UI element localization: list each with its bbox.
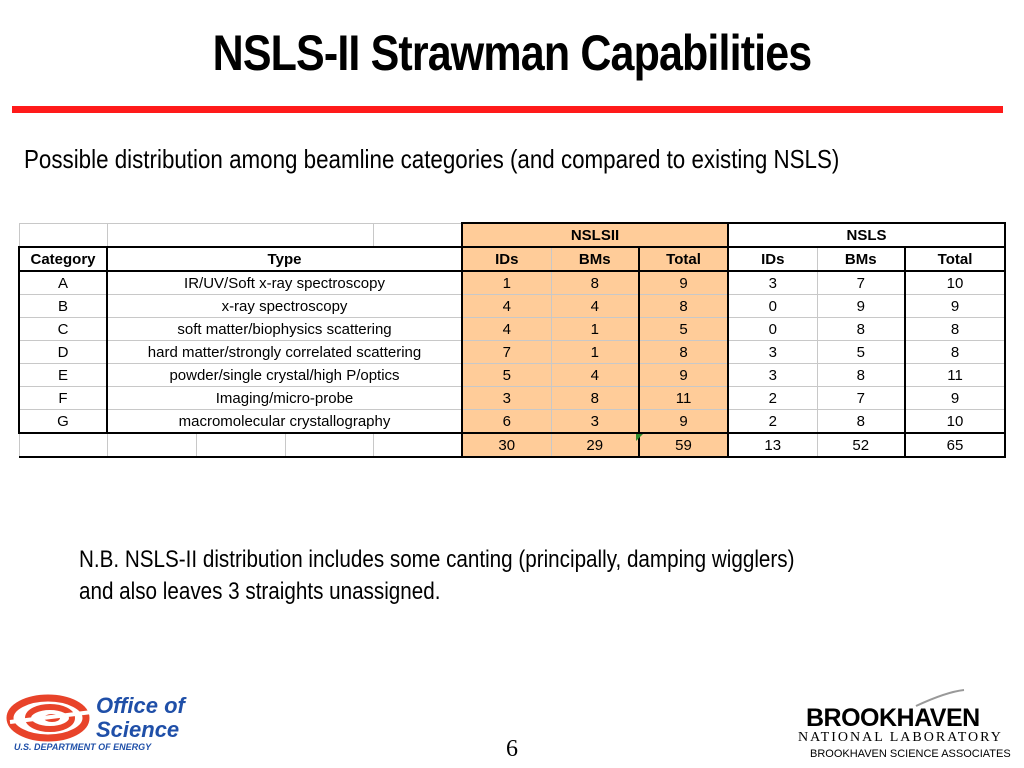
cell-total: 11 [639, 387, 728, 410]
cell-ids: 4 [462, 318, 551, 341]
cell-bms: 4 [551, 295, 639, 318]
cell-type: Imaging/micro-probe [107, 387, 462, 410]
table-row [19, 364, 1005, 387]
cell-bms: 3 [551, 410, 639, 434]
col-header-bms-nsls: BMs [817, 247, 905, 271]
doe-logo-dept: U.S. DEPARTMENT OF ENERGY [14, 742, 152, 752]
col-header-ids: IDs [462, 247, 551, 271]
cell-category: D [19, 341, 107, 364]
cell-total-nsls: 10 [905, 410, 1005, 434]
cell-bms-nsls: 7 [817, 387, 905, 410]
cell-bms-nsls: 5 [817, 341, 905, 364]
cell-comment-marker [636, 434, 643, 441]
title-rule [12, 106, 1003, 113]
cell-ids: 4 [462, 295, 551, 318]
group-header-nsls: NSLS [728, 223, 1005, 247]
table-row [19, 341, 1005, 364]
group-header-nslsii: NSLSII [462, 223, 728, 247]
cell-category: E [19, 364, 107, 387]
cell-ids-nsls: 2 [728, 410, 817, 434]
cell-bms-nsls: 8 [817, 318, 905, 341]
table-row [19, 410, 1005, 434]
cell-total: 5 [639, 318, 728, 341]
cell-ids: 7 [462, 341, 551, 364]
cell-type: hard matter/strongly correlated scattering [107, 341, 462, 364]
cell-type: macromolecular crystallography [107, 410, 462, 434]
cell-bms-nsls: 8 [817, 410, 905, 434]
cell-bms-nsls: 7 [817, 271, 905, 295]
col-header-category: Category [19, 247, 107, 271]
bnl-logo-name: BROOKHAVEN [806, 704, 980, 732]
bnl-logo-lab: NATIONAL LABORATORY [798, 730, 1003, 745]
cell-category: B [19, 295, 107, 318]
cell-type: IR/UV/Soft x-ray spectroscopy [107, 271, 462, 295]
cell-ids: 3 [462, 387, 551, 410]
total-ids: 30 [462, 433, 551, 457]
doe-logo-line-1: Office of [96, 693, 185, 718]
total-bms: 29 [551, 433, 639, 457]
col-header-total-nsls: Total [905, 247, 1005, 271]
table-row [19, 271, 1005, 295]
col-header-type: Type [107, 247, 462, 271]
total-bms-nsls: 52 [817, 433, 905, 457]
cell-category: G [19, 410, 107, 434]
group-header-row [19, 223, 1005, 247]
cell-ids-nsls: 3 [728, 364, 817, 387]
brookhaven-logo [796, 688, 1011, 764]
table-row [19, 295, 1005, 318]
table-row [19, 387, 1005, 410]
cell-ids-nsls: 2 [728, 387, 817, 410]
cell-type: powder/single crystal/high P/optics [107, 364, 462, 387]
column-header-row [19, 247, 1005, 271]
slide-title: NSLS-II Strawman Capabilities [212, 25, 812, 81]
cell-total-nsls: 8 [905, 318, 1005, 341]
cell-total-nsls: 11 [905, 364, 1005, 387]
cell-total: 9 [639, 410, 728, 434]
cell-total: 8 [639, 295, 728, 318]
doe-logo-line-2: Science [96, 717, 180, 742]
cell-total-nsls: 10 [905, 271, 1005, 295]
cell-type: soft matter/biophysics scattering [107, 318, 462, 341]
cell-total: 9 [639, 364, 728, 387]
total-total: 59 [639, 433, 728, 457]
bnl-logo-associates: BROOKHAVEN SCIENCE ASSOCIATES [810, 748, 1011, 760]
cell-total: 9 [639, 271, 728, 295]
slide-subtitle: Possible distribution among beamline categories (and compared to existing NSLS) [24, 144, 840, 174]
cell-total-nsls: 8 [905, 341, 1005, 364]
cell-ids-nsls: 3 [728, 341, 817, 364]
cell-category: A [19, 271, 107, 295]
page-number: 6 [506, 736, 518, 762]
cell-bms: 8 [551, 271, 639, 295]
cell-bms: 8 [551, 387, 639, 410]
cell-bms-nsls: 9 [817, 295, 905, 318]
cell-category: F [19, 387, 107, 410]
cell-bms: 1 [551, 318, 639, 341]
totals-row [19, 433, 1005, 457]
cell-total-nsls: 9 [905, 295, 1005, 318]
footnote [79, 544, 794, 608]
table-row [19, 318, 1005, 341]
cell-ids-nsls: 0 [728, 318, 817, 341]
cell-category: C [19, 318, 107, 341]
cell-bms-nsls: 8 [817, 364, 905, 387]
col-header-ids-nsls: IDs [728, 247, 817, 271]
footnote-line-2: and also leaves 3 straights unassigned. [79, 578, 441, 605]
beamline-table [18, 222, 1006, 458]
col-header-total: Total [639, 247, 728, 271]
total-total-nsls: 65 [905, 433, 1005, 457]
cell-bms: 4 [551, 364, 639, 387]
cell-ids-nsls: 0 [728, 295, 817, 318]
footnote-line-1: N.B. NSLS-II distribution includes some canting (principally, damping wigglers) [79, 546, 795, 573]
cell-ids: 5 [462, 364, 551, 387]
cell-ids: 1 [462, 271, 551, 295]
cell-total: 8 [639, 341, 728, 364]
col-header-bms: BMs [551, 247, 639, 271]
cell-total-nsls: 9 [905, 387, 1005, 410]
cell-bms: 1 [551, 341, 639, 364]
cell-ids-nsls: 3 [728, 271, 817, 295]
cell-ids: 6 [462, 410, 551, 434]
cell-type: x-ray spectroscopy [107, 295, 462, 318]
total-ids-nsls: 13 [728, 433, 817, 457]
